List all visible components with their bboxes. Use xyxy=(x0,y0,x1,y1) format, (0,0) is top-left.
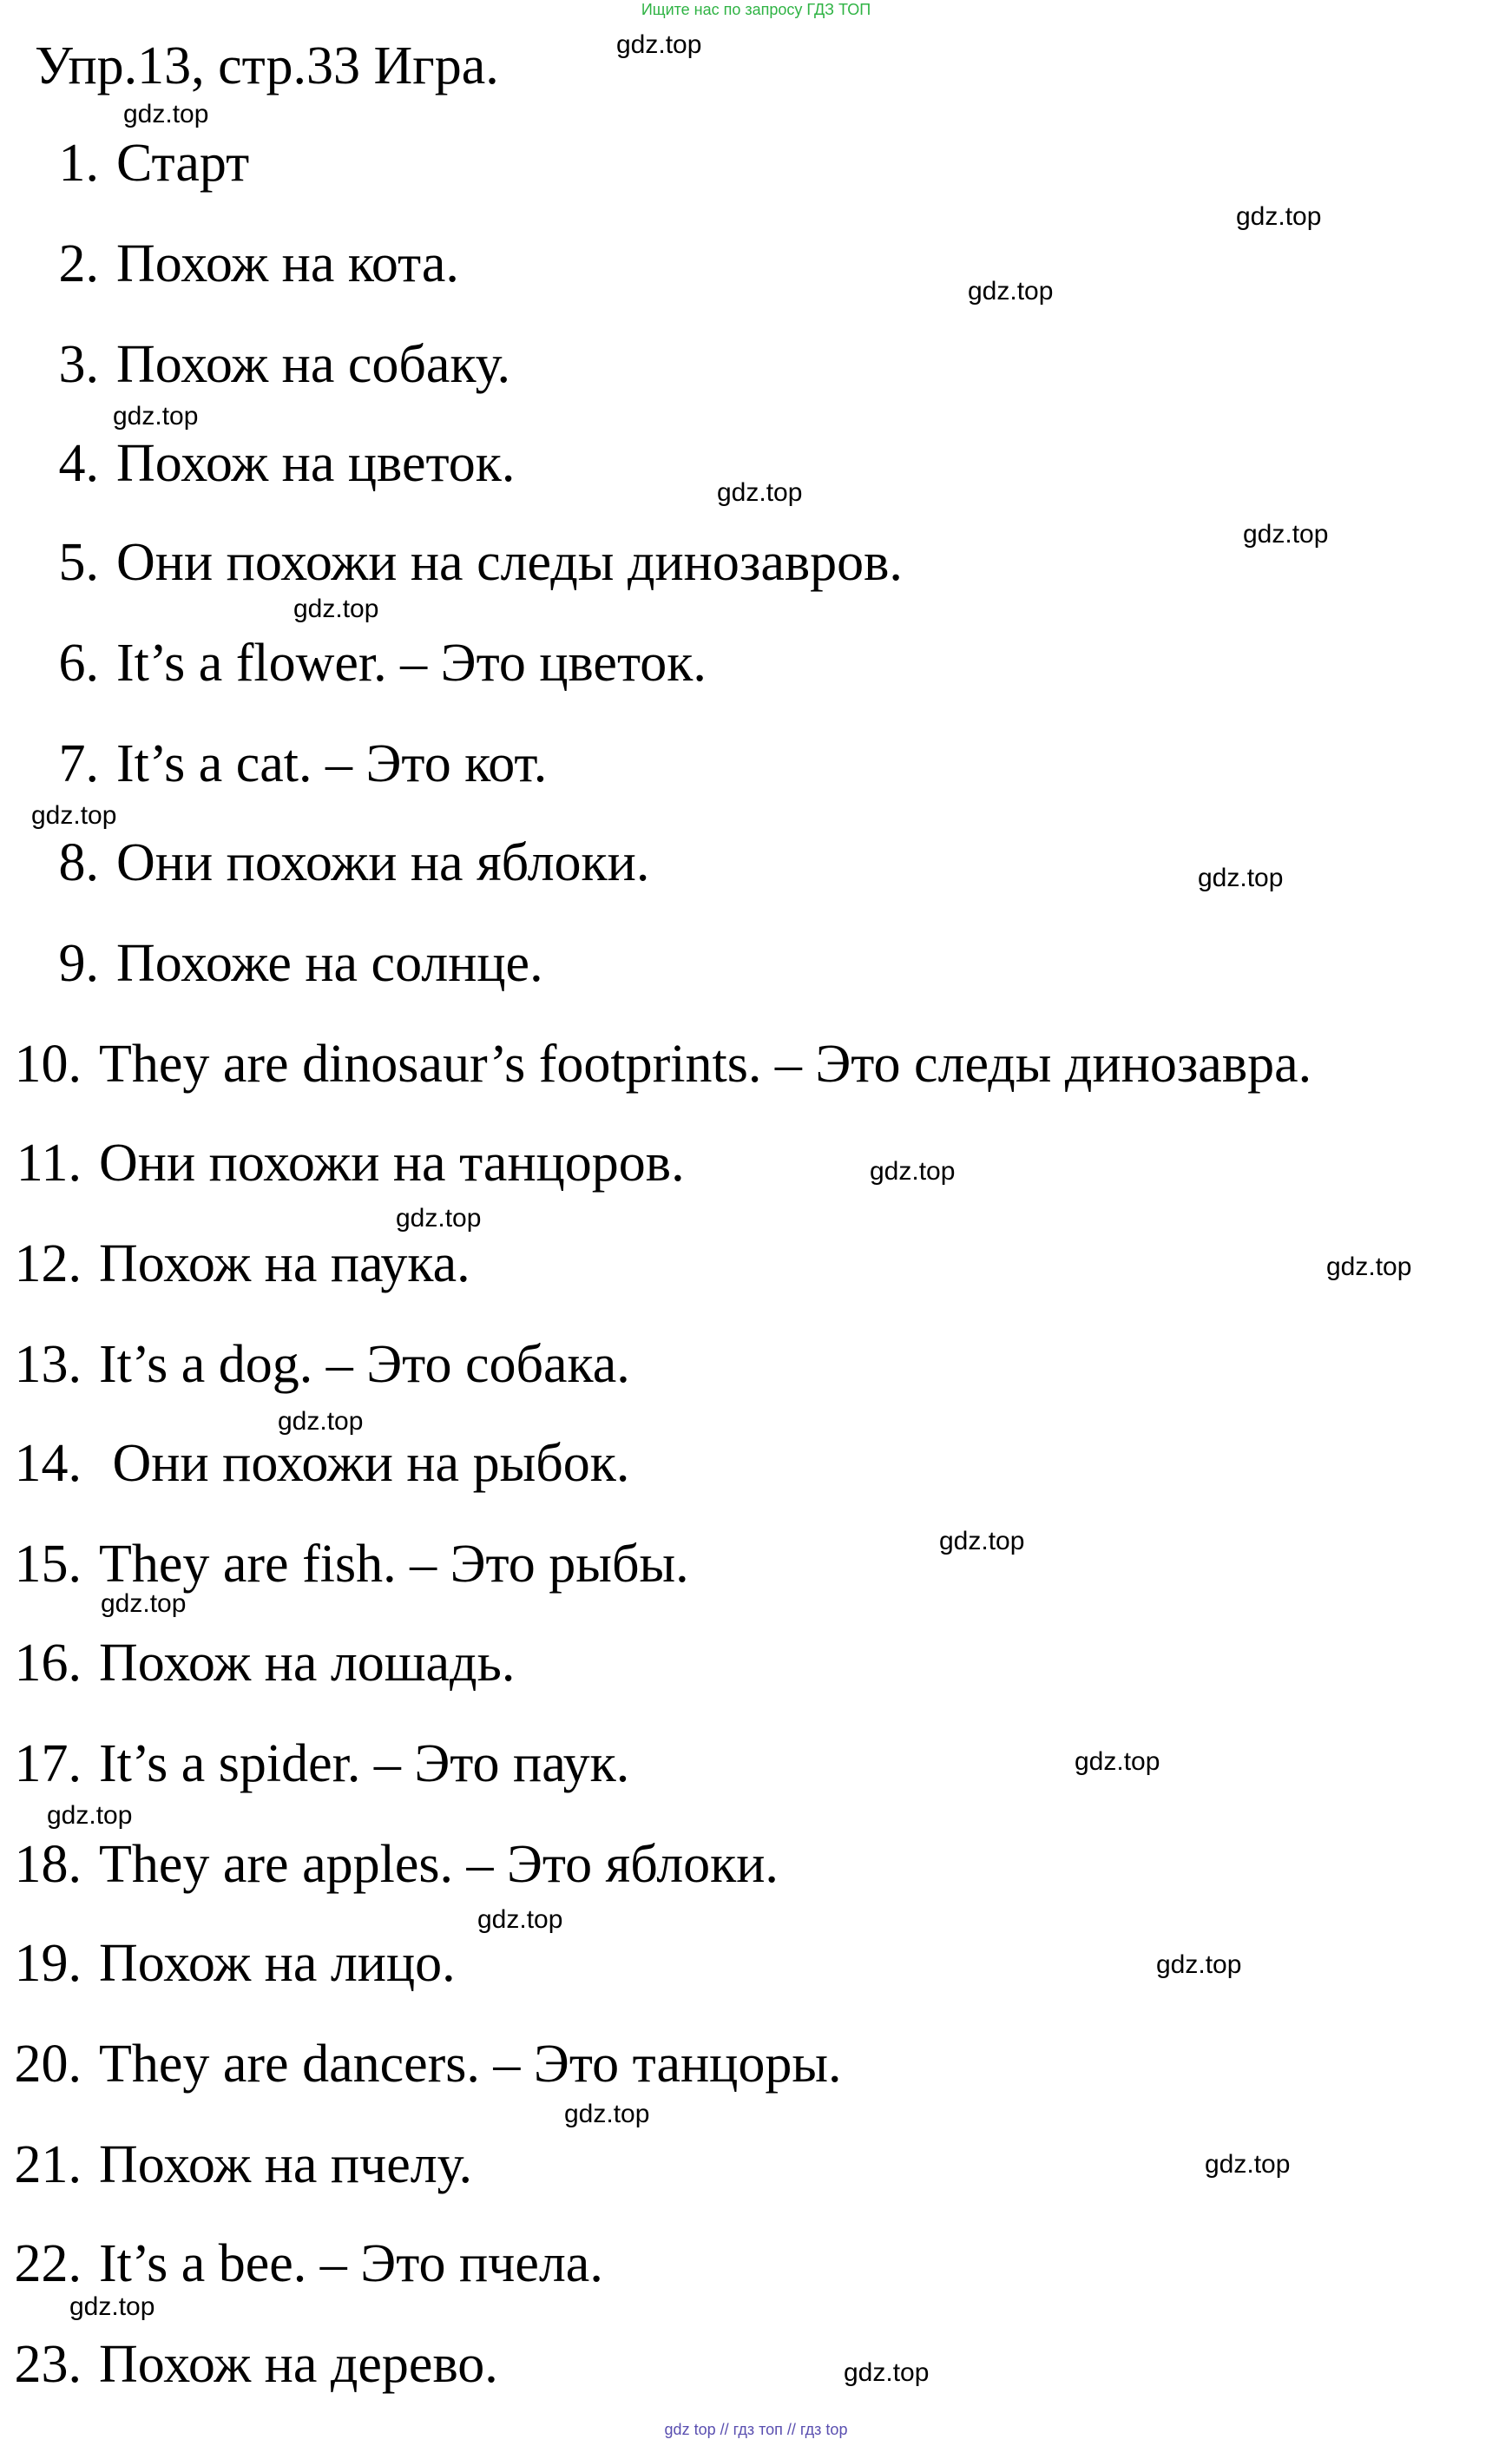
footer-watermark: gdz top // гдз топ // гдз top xyxy=(664,2421,848,2438)
watermark: gdz.top xyxy=(564,2100,650,2128)
item-text: Они похожи на яблоки. xyxy=(116,833,650,892)
item-text: Похож на пчелу. xyxy=(99,2135,472,2194)
item-number: 4. xyxy=(58,434,99,493)
item-text: Похож на цветок. xyxy=(116,434,516,493)
list-item xyxy=(0,1229,470,1299)
list-item xyxy=(0,1729,629,1798)
item-text: Похож на дерево. xyxy=(99,2335,498,2394)
item-text: It’s a bee. – Это пчела. xyxy=(99,2234,603,2293)
watermark: gdz.top xyxy=(278,1407,364,1436)
watermark: gdz.top xyxy=(1243,520,1329,549)
item-text: Они похожи на танцоров. xyxy=(99,1134,685,1193)
list-item xyxy=(17,628,707,698)
list-item xyxy=(17,729,547,799)
watermark: gdz.top xyxy=(939,1527,1025,1555)
list-item xyxy=(0,2029,842,2099)
item-number: 14. xyxy=(14,1434,82,1493)
list-item xyxy=(0,1029,1311,1099)
list-item xyxy=(0,1330,630,1399)
watermark: gdz.top xyxy=(844,2358,930,2387)
top-banner: Ищите нас по запросу ГДЗ ТОП xyxy=(641,1,871,18)
watermark: gdz.top xyxy=(101,1589,187,1618)
watermark: gdz.top xyxy=(616,30,702,59)
item-number: 20. xyxy=(14,2035,82,2094)
list-item xyxy=(0,1830,779,1899)
watermark: gdz.top xyxy=(31,801,117,830)
item-number: 10. xyxy=(14,1035,82,1094)
item-number: 6. xyxy=(58,634,99,693)
item-text: Похож на паука. xyxy=(99,1234,470,1293)
item-text: It’s a dog. – Это собака. xyxy=(99,1335,630,1394)
list-item xyxy=(0,1429,629,1498)
item-number: 22. xyxy=(14,2234,82,2293)
item-number: 23. xyxy=(14,2335,82,2394)
item-text: They are dancers. – Это танцоры. xyxy=(99,2035,842,2094)
list-item xyxy=(17,528,903,597)
item-number: 7. xyxy=(58,734,99,793)
item-number: 1. xyxy=(58,134,99,193)
item-number: 18. xyxy=(14,1835,82,1894)
item-text: It’s a spider. – Это паук. xyxy=(99,1734,630,1793)
watermark: gdz.top xyxy=(870,1157,956,1186)
list-item xyxy=(17,229,459,299)
list-item xyxy=(17,330,510,399)
item-number: 19. xyxy=(14,1934,82,1993)
item-text: Старт xyxy=(116,134,250,193)
list-item xyxy=(17,929,543,998)
list-item xyxy=(17,429,515,498)
item-number: 2. xyxy=(58,234,99,293)
watermark: gdz.top xyxy=(1236,202,1322,231)
item-number: 3. xyxy=(58,335,99,394)
item-text: Похож на собаку. xyxy=(116,335,510,394)
list-item xyxy=(0,1128,685,1198)
item-number: 13. xyxy=(14,1335,82,1394)
watermark: gdz.top xyxy=(477,1905,563,1934)
list-item xyxy=(17,128,249,198)
watermark: gdz.top xyxy=(1326,1253,1412,1281)
list-item xyxy=(17,828,649,898)
item-text: They are dinosaur’s footprints. – Это следы динозавра. xyxy=(99,1035,1312,1094)
item-number: 11. xyxy=(16,1134,82,1193)
watermark: gdz.top xyxy=(293,595,379,623)
watermark: gdz.top xyxy=(113,402,199,431)
item-text: It’s a flower. – Это цветок. xyxy=(116,634,707,693)
item-number: 15. xyxy=(14,1535,82,1594)
item-text: Похож на кота. xyxy=(116,234,459,293)
item-text: Похож на лицо. xyxy=(99,1934,456,1993)
list-item xyxy=(0,2330,498,2399)
item-text: They are fish. – Это рыбы. xyxy=(99,1535,689,1594)
item-text: Они похожи на рыбок. xyxy=(99,1434,630,1493)
item-number: 17. xyxy=(14,1734,82,1793)
watermark: gdz.top xyxy=(123,100,209,128)
item-text: Они похожи на следы динозавров. xyxy=(116,533,903,592)
watermark: gdz.top xyxy=(69,2292,155,2321)
item-text: It’s a cat. – Это кот. xyxy=(116,734,548,793)
watermark: gdz.top xyxy=(1205,2150,1291,2179)
item-number: 9. xyxy=(58,934,99,993)
item-number: 16. xyxy=(14,1634,82,1693)
item-number: 5. xyxy=(58,533,99,592)
item-text: Похож на лошадь. xyxy=(99,1634,516,1693)
watermark: gdz.top xyxy=(1198,864,1284,892)
watermark: gdz.top xyxy=(1156,1950,1242,1979)
watermark: gdz.top xyxy=(47,1801,133,1830)
watermark: gdz.top xyxy=(968,277,1054,306)
watermark: gdz.top xyxy=(1075,1747,1160,1776)
list-item xyxy=(0,1929,456,1998)
item-text: Похоже на солнце. xyxy=(116,934,543,993)
item-number: 21. xyxy=(14,2135,82,2194)
list-item xyxy=(0,2229,603,2298)
list-item xyxy=(0,1628,515,1698)
list-item xyxy=(0,2130,472,2199)
page-title: Упр.13, стр.33 Игра. xyxy=(35,36,499,95)
watermark: gdz.top xyxy=(717,478,803,507)
watermark: gdz.top xyxy=(396,1204,482,1233)
item-text: They are apples. – Это яблоки. xyxy=(99,1835,779,1894)
item-number: 12. xyxy=(14,1234,82,1293)
item-number: 8. xyxy=(58,833,99,892)
